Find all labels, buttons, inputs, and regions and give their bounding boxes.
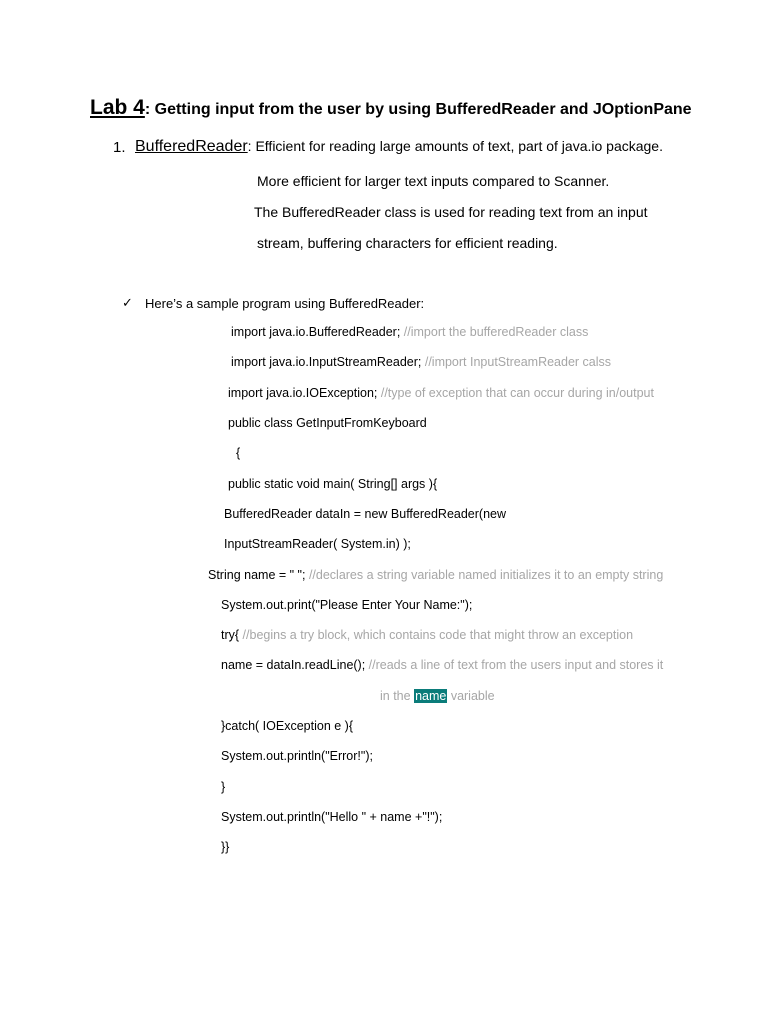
comment-text: in the — [380, 689, 415, 703]
code-comment: //reads a line of text from the users input and stores it — [368, 658, 664, 672]
code-text: String name = " "; — [208, 568, 309, 582]
description-line: The BufferedReader class is used for reading text from an input — [254, 204, 648, 220]
code-text: }} — [221, 840, 230, 854]
code-text: InputStreamReader( System.in) ); — [224, 537, 411, 551]
code-comment: //declares a string variable named initializes it to an empty string — [308, 568, 664, 582]
code-text: System.out.println("Hello " + name +"!"); — [221, 810, 443, 824]
lab-title — [90, 96, 692, 120]
description-line: More efficient for larger text inputs compared to Scanner. — [257, 173, 610, 189]
code-text: System.out.println("Error!"); — [221, 749, 373, 763]
list-item-heading — [135, 138, 663, 156]
lab-title-text: Getting input from the user by using BufferedReader and JOptionPane — [150, 101, 692, 118]
code-text: { — [236, 446, 241, 460]
code-text: BufferedReader dataIn = new BufferedReader(new — [224, 507, 507, 521]
code-text: import java.io.InputStreamReader; — [231, 355, 425, 369]
code-text: public static void main( String[] args ){ — [228, 477, 438, 491]
code-line — [208, 568, 663, 582]
code-line — [221, 719, 353, 733]
code-text: try{ — [221, 628, 243, 642]
checkmark-icon: ✓ — [122, 295, 133, 310]
code-text: }catch( IOException e ){ — [221, 719, 354, 733]
code-line — [224, 507, 506, 521]
code-text: import java.io.IOException; — [228, 386, 381, 400]
code-line — [236, 446, 240, 460]
code-text: name = dataIn.readLine(); — [221, 658, 369, 672]
comment-text: variable — [447, 689, 495, 703]
code-line — [231, 355, 611, 369]
code-comment: //type of exception that can occur during in/output — [380, 386, 654, 400]
code-line — [221, 749, 373, 763]
code-comment: //import InputStreamReader calss — [424, 355, 612, 369]
lab-number: Lab 4 — [90, 96, 145, 119]
description-line: stream, buffering characters for efficient reading. — [257, 235, 558, 251]
list-number: 1. — [113, 139, 126, 156]
code-line — [221, 628, 633, 642]
code-line — [221, 840, 229, 854]
code-text: public class GetInputFromKeyboard — [228, 416, 427, 430]
term-bufferedreader: BufferedReader — [135, 138, 248, 155]
code-line — [228, 477, 437, 491]
code-line — [228, 416, 427, 430]
code-comment: //import the bufferedReader class — [403, 325, 589, 339]
sample-intro: Here’s a sample program using BufferedReader: — [145, 296, 425, 311]
highlighted-word: name — [415, 689, 447, 703]
code-text: System.out.print("Please Enter Your Name:"); — [221, 598, 473, 612]
code-line — [221, 598, 472, 612]
term-description: : Efficient for reading large amounts of text, part of java.io package. — [247, 138, 663, 154]
code-text: } — [221, 780, 226, 794]
code-line — [221, 780, 225, 794]
code-line — [224, 537, 411, 551]
code-line — [228, 386, 654, 400]
code-line — [221, 810, 442, 824]
comment-continuation — [380, 689, 495, 703]
title-separator: : — [144, 101, 151, 118]
code-line — [231, 325, 588, 339]
code-text: import java.io.BufferedReader; — [231, 325, 404, 339]
code-line — [221, 658, 663, 672]
code-comment: //begins a try block, which contains code that might throw an exception — [242, 628, 634, 642]
